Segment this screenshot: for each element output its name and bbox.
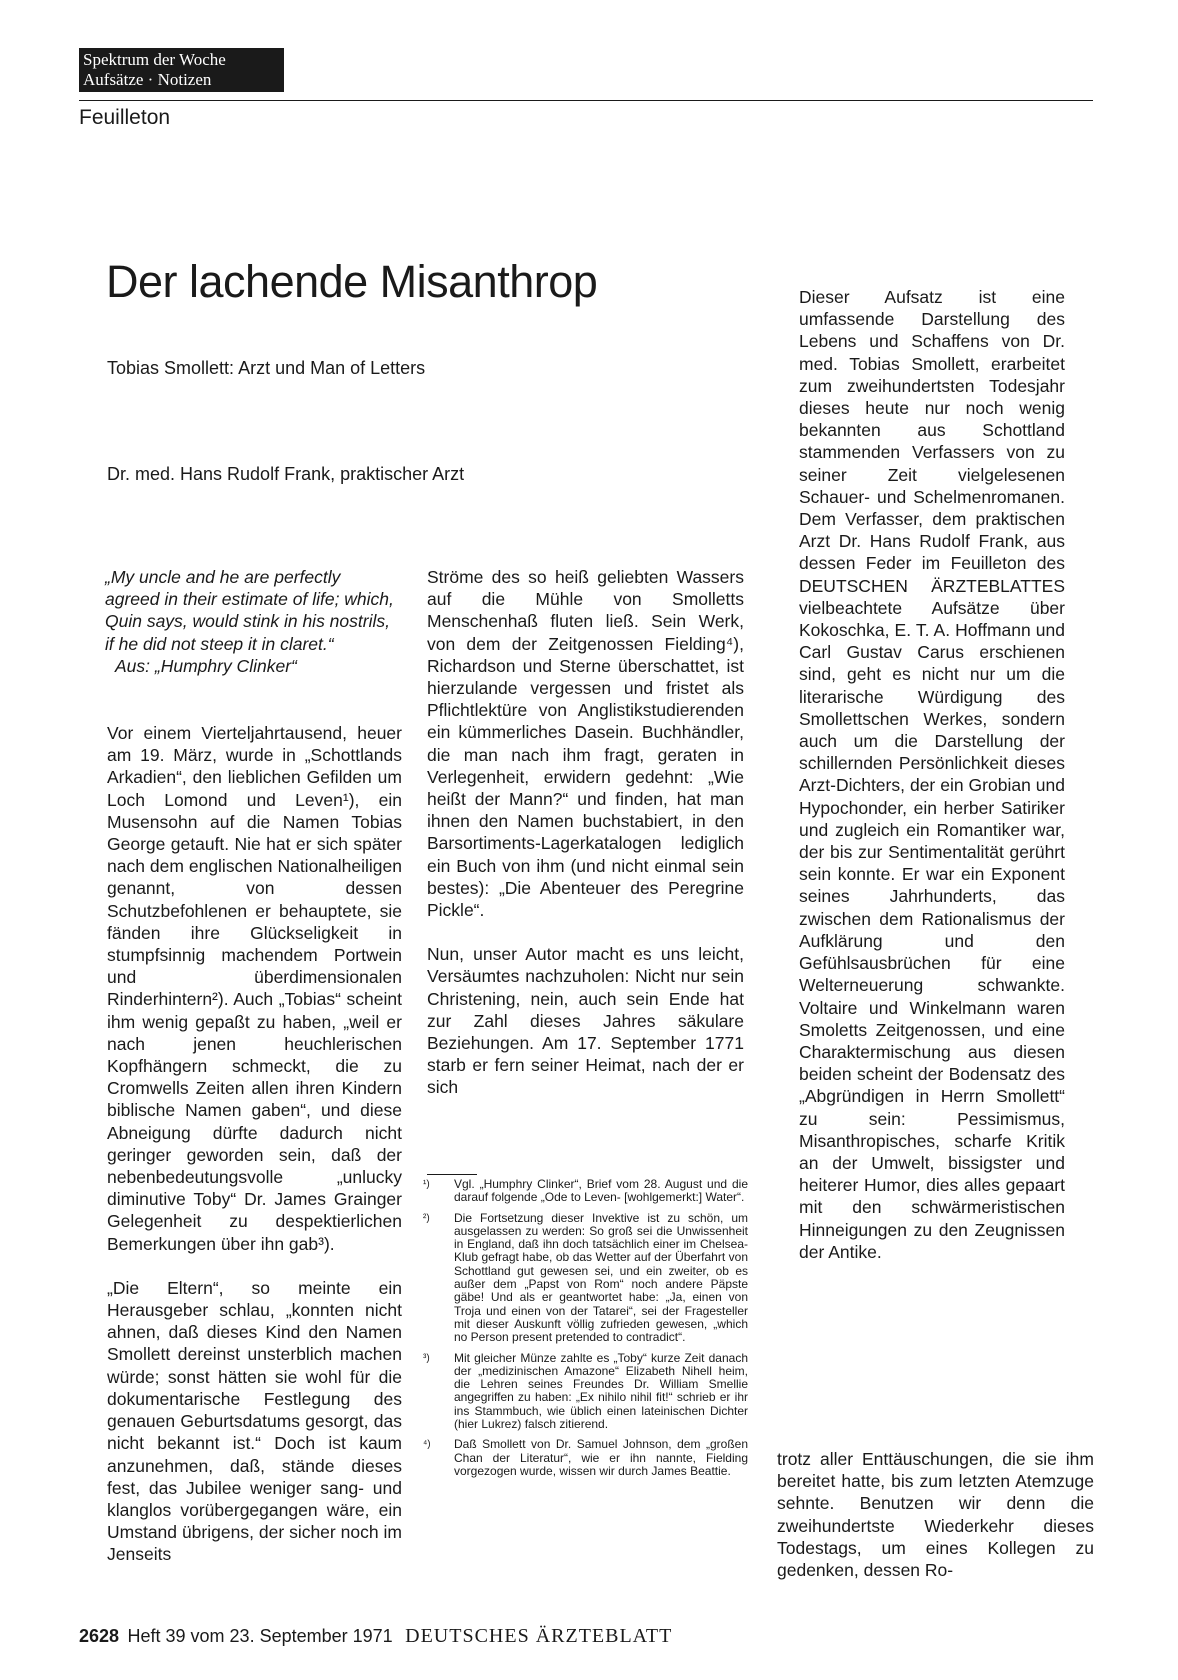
footnote-mark: ¹) — [423, 1179, 430, 1190]
header-rule — [79, 100, 1093, 101]
badge-line-2: Aufsätze · Notizen — [83, 70, 212, 89]
page-number: 2628 — [79, 1626, 120, 1646]
page-footer — [79, 1625, 672, 1648]
footnote — [423, 1212, 748, 1345]
footnote-mark: ³) — [423, 1352, 430, 1364]
footnote-text: Mit gleicher Münze zahlte es „Toby“ kurze Zeit danach der „medizinischen Amazone“ Elizabeth Nihell heim, die Lehren seines Freundes Dr. William Smellie angegriffen zu haben: „Ex nihilo nihil fit!“ schrieb er ihr ins Stammbuch, wie üblich einen lateinischen Dichter (hier Lukrez) falsch zitierend. — [454, 1350, 748, 1432]
section-label: Feuilleton — [79, 106, 171, 129]
footnote-text: Die Fortsetzung dieser Invektive ist zu schön, um ausgelassen zu werden: So groß sei die Unwissenheit in England, daß ihn doch tatsächlich einer im Chelsea-Klub gefragt habe, ob das Wetter auf der Überfahrt von Schottland gut gewesen sei, und ein zweiter, ob es außer dem „Papst von Rom“ noch andere Päpste gäbe! Und als er geantwortet habe: „Ja, einen von Troja und einen von der Tatarei“, sei der Fragesteller mit dieser Auskunft völlig zufrieden gewesen, „which no Person present pretended to contradict“. — [454, 1210, 748, 1345]
footnote — [423, 1178, 748, 1205]
section-badge — [79, 48, 284, 92]
footnote-mark: ⁴) — [423, 1439, 431, 1451]
badge-line-1: Spektrum der Woche — [83, 50, 226, 69]
issue-info: Heft 39 vom 23. September 1971 — [127, 1626, 393, 1646]
intro-paragraph — [799, 286, 1065, 1263]
article-subtitle: Tobias Smollett: Arzt und Man of Letters — [107, 358, 426, 378]
body-paragraph: trotz aller Enttäuschungen, die sie ihm bereitet hatte, bis zum letzten Atemzuge sehnte. Benutzen wir denn die zweihundertste Wiederkehr dieses Todestags, um eines Kollegen zu gedenken, dessen Ro- — [777, 1449, 1094, 1581]
footnote-text: Daß Smollett von Dr. Samuel Johnson, dem „großen Chan der Literatur“, wie er ihn nannte, Fielding vorgezogen wurde, wissen wir durch James Beattie. — [454, 1437, 748, 1478]
body-paragraph: Ströme des so heiß geliebten Wassers auf die Mühle von Smolletts Menschenhaß fluten ließ. Sein Werk, von dem der Zeitgenossen Fielding⁴), Richardson und Sterne überschattet, ist hierzulande vergessen und fristet als Pflichtlektüre von Anglistikstudierenden ein kümmerliches Dasein. Buchhändler, die man nach ihm fragt, geraten in Verlegenheit, erwidern gedehnt: „Wie heißt der Mann?“ und finden, hat man ihnen den Namen buchstabiert, in den Barsortiments-Lagerkatalogen lediglich ein Buch von ihm (und nicht einmal sein bestes): „Die Abenteuer des Peregrine Pickle“. — [427, 567, 744, 921]
article-author: Dr. med. Hans Rudolf Frank, praktischer Arzt — [107, 464, 465, 484]
intro-text: Dieser Aufsatz ist eine umfassende Darstellung des Lebens und Schaffens von Dr. med. Tobias Smollett, erarbeitet zum zweihundertsten Todesjahr dieses heute nur noch wenig bekannten aus Schottland stammenden Verfassers von zu seiner Zeit vielgelesenen Schauer- und Schelmenromanen. Dem Verfasser, dem praktischen Arzt Dr. Hans Rudolf Frank, aus dessen Feder im Feuilleton des DEUTSCHEN ÄRZTEBLATTES vielbeachtete Aufsätze über Kokoschka, E. T. A. Hoffmann und Carl Gustav Carus erschienen sind, geht es nicht nur um die literarische Würdigung des Smollettschen Werkes, sondern auch um die Darstellung der schillernden Persönlichkeit dieses Arzt-Dichters, der ein Grobian und Hypochonder, ein herber Satiriker und zugleich ein Romantiker war, der bis zur Sentimentalität gerührt sein konnte. Er war ein Exponent seines Jahrhunderts, das zwischen dem Rationalismus der Aufklärung und den Gefühlsausbrüchen für eine Welterneuerung schwankte. Voltaire und Winkelmann waren Smoletts Zeitgenossen, und eine Charaktermischung aus diesen beiden scheint der Bodensatz des „Abgründigen in Herrn Smollett“ zu sein: Pessimismus, Misanthropisches, scharfe Kritik an der Umwelt, bissigster und heiterer Humor, dies alles gepaart mit den schwärmeristischen Hinneigungen zu den Zeugnissen der Antike. — [799, 287, 1065, 1262]
article-title: Der lachende Misanthrop — [106, 256, 598, 307]
journal-name: DEUTSCHES ÄRZTEBLATT — [405, 1625, 673, 1647]
body-column-1 — [107, 722, 402, 1566]
footnotes — [423, 1178, 748, 1485]
epigraph-quote: „My uncle and he are perfectly agreed in their estimate of life; which, Quin says, would stink in his nostrils, if he did not steep it in claret.“ — [105, 567, 394, 654]
footnote-mark: ²) — [423, 1212, 430, 1224]
body-paragraph: „Die Eltern“, so meinte ein Herausgeber schlau, „konnten nicht ahnen, daß dieses Kind den Namen Smollett dereinst unsterblich machen würde; sonst hätten sie wohl für die dokumentarische Festlegung des genauen Geburtsdatums gesorgt, das nicht bekannt ist.“ Doch ist kaum anzunehmen, daß, stände dieses fest, das Jubilee weniger sang- und klanglos vorübergegangen wäre, ein Umstand übrigens, der sicher noch im Jenseits — [107, 1277, 402, 1565]
body-column-3 — [777, 1448, 1094, 1581]
footnote — [423, 1352, 748, 1432]
body-column-2 — [427, 566, 744, 1099]
epigraph — [98, 566, 398, 677]
epigraph-source: Aus: „Humphry Clinker“ — [115, 655, 297, 676]
footnote — [423, 1438, 748, 1478]
footnote-text: Vgl. „Humphry Clinker“, Brief vom 28. August und die darauf folgende „Ode to Leven- [wohlgemerkt:] Water“. — [454, 1177, 748, 1205]
footnote-rule — [427, 1174, 477, 1175]
body-paragraph: Nun, unser Autor macht es uns leicht, Versäumtes nachzuholen: Nicht nur sein Christening, nein, auch sein Ende hat zur Zahl dieses Jahres säkulare Beziehungen. Am 17. September 1771 starb er fern seiner Heimat, nach der er sich — [427, 944, 744, 1098]
body-paragraph: Vor einem Vierteljahrtausend, heuer am 19. März, wurde in „Schottlands Arkadien“, den lieblichen Gefilden um Loch Lomond und Leven¹), ein Musensohn auf die Namen Tobias George getauft. Nie hat er sich später nach dem englischen Nationalheiligen genannt, von dessen Schutzbefohlenen er behauptete, sie fänden ihre Glückseligkeit in stumpfsinnig machendem Portwein und überdimensionalen Rinderhintern²). Auch „Tobias“ scheint ihm wenig gepaßt zu haben, „weil er nach jenen heuchlerischen Kopfhängern schmeckt, die zu Cromwells Zeiten allen ihren Kindern biblische Namen gaben“, und diese Abneigung dürfte dadurch nicht geringer geworden sein, daß der nebenbedeutungsvolle „unlucky diminutive Toby“ Dr. James Grainger Gelegenheit zu despektierlichen Bemerkungen über ihn gab³). — [107, 723, 402, 1254]
